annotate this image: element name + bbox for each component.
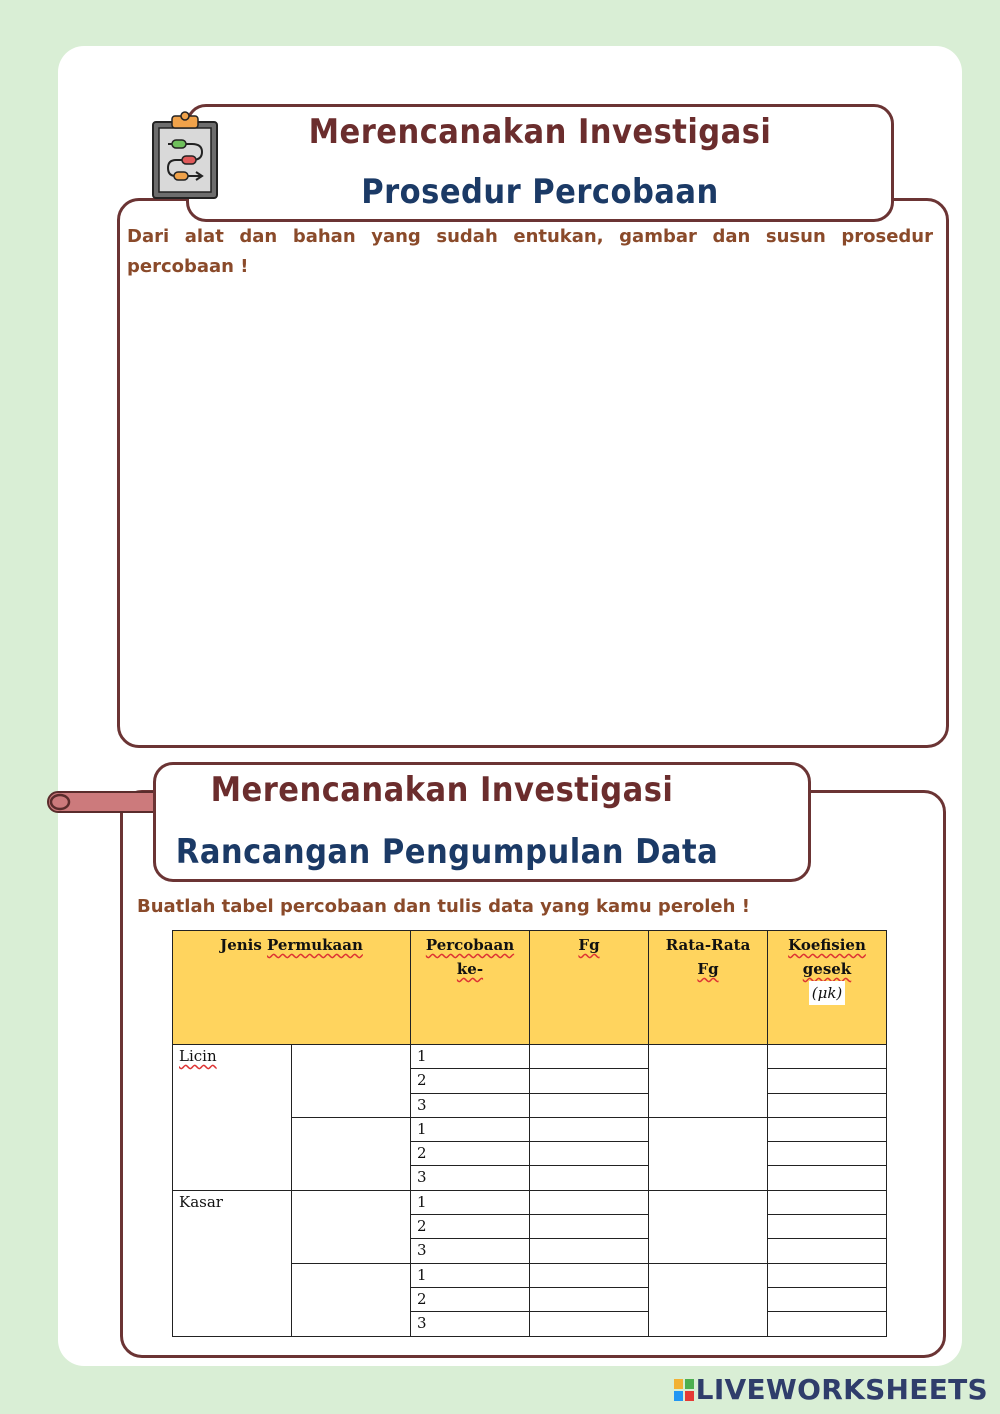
- section1-title: Merencanakan Investigasi: [308, 112, 772, 152]
- trial-number-cell: 3: [411, 1093, 530, 1117]
- fg-cell[interactable]: [530, 1117, 649, 1141]
- brand-name: LIVEWORKSHEETS: [695, 1373, 988, 1406]
- trial-number-cell: 1: [411, 1263, 530, 1287]
- average-fg-cell[interactable]: [649, 1263, 768, 1336]
- header-coefficient: [768, 931, 887, 1045]
- coefficient-cell[interactable]: [768, 1045, 887, 1069]
- coefficient-cell[interactable]: [768, 1142, 887, 1166]
- header-fg-label: Fg: [578, 936, 600, 954]
- trial-number-cell: 2: [411, 1069, 530, 1093]
- table-row: [173, 1190, 887, 1214]
- fg-cell[interactable]: [530, 1045, 649, 1069]
- clipboard-icon: [148, 110, 222, 202]
- section2-instruction: Buatlah tabel percobaan dan tulis data yang kamu peroleh !: [137, 896, 750, 917]
- header-average: [649, 931, 768, 1045]
- coefficient-cell[interactable]: [768, 1190, 887, 1214]
- data-table: [172, 930, 887, 1337]
- fg-cell[interactable]: [530, 1215, 649, 1239]
- coefficient-cell[interactable]: [768, 1093, 887, 1117]
- surface-label: Kasar: [179, 1192, 223, 1211]
- coefficient-cell[interactable]: [768, 1239, 887, 1263]
- header-surface-a: Jenis: [220, 936, 262, 954]
- fg-cell[interactable]: [530, 1190, 649, 1214]
- procedure-title-tab: [186, 104, 894, 222]
- trial-number-cell: 2: [411, 1215, 530, 1239]
- trial-number-cell: 3: [411, 1166, 530, 1190]
- header-coef-symbol: (μk): [809, 981, 846, 1005]
- coefficient-cell[interactable]: [768, 1117, 887, 1141]
- fg-cell[interactable]: [530, 1069, 649, 1093]
- table-body: [173, 1045, 887, 1337]
- fg-cell[interactable]: [530, 1142, 649, 1166]
- header-fg: [530, 931, 649, 1045]
- trial-number-cell: 2: [411, 1287, 530, 1311]
- header-coef-b: gesek: [802, 960, 852, 978]
- average-fg-cell[interactable]: [649, 1117, 768, 1190]
- fg-cell[interactable]: [530, 1093, 649, 1117]
- fg-cell[interactable]: [530, 1312, 649, 1336]
- header-trial-a: Percobaan: [425, 936, 515, 954]
- header-avg-b: Fg: [697, 960, 719, 978]
- brand-icon: [674, 1375, 694, 1397]
- average-fg-cell[interactable]: [649, 1045, 768, 1118]
- section2-subtitle: Rancangan Pengumpulan Data: [175, 832, 719, 872]
- trial-number-cell: 2: [411, 1142, 530, 1166]
- object-cell[interactable]: [292, 1263, 411, 1336]
- fg-cell[interactable]: [530, 1166, 649, 1190]
- coefficient-cell[interactable]: [768, 1287, 887, 1311]
- trial-number-cell: 1: [411, 1190, 530, 1214]
- surface-cell: [173, 1045, 292, 1191]
- average-fg-cell[interactable]: [649, 1190, 768, 1263]
- trial-number-cell: 3: [411, 1239, 530, 1263]
- header-avg-a: Rata-Rata: [665, 936, 751, 954]
- trial-number-cell: 1: [411, 1045, 530, 1069]
- surface-cell: [173, 1190, 292, 1336]
- coefficient-cell[interactable]: [768, 1263, 887, 1287]
- trial-number-cell: 3: [411, 1312, 530, 1336]
- procedure-drawing-area[interactable]: [130, 290, 936, 730]
- surface-label: Licin: [179, 1047, 217, 1065]
- header-coef-a: Koefisien: [788, 936, 866, 954]
- header-surface-b: Permukaan: [267, 936, 363, 954]
- section1-instruction: Dari alat dan bahan yang sudah entukan, gambar dan susun prosedur percobaan !: [127, 226, 933, 277]
- coefficient-cell[interactable]: [768, 1312, 887, 1336]
- section1-subtitle: Prosedur Percobaan: [361, 172, 719, 212]
- coefficient-cell[interactable]: [768, 1166, 887, 1190]
- object-cell[interactable]: [292, 1190, 411, 1263]
- object-cell[interactable]: [292, 1117, 411, 1190]
- header-trial: [411, 931, 530, 1045]
- table-row: [173, 1045, 887, 1069]
- coefficient-cell[interactable]: [768, 1069, 887, 1093]
- object-cell[interactable]: [292, 1045, 411, 1118]
- header-trial-b: ke-: [456, 960, 484, 978]
- fg-cell[interactable]: [530, 1287, 649, 1311]
- trial-number-cell: 1: [411, 1117, 530, 1141]
- data-title-tab: [153, 762, 811, 882]
- coefficient-cell[interactable]: [768, 1215, 887, 1239]
- fg-cell[interactable]: [530, 1239, 649, 1263]
- brand-logo: [674, 1373, 988, 1406]
- fg-cell[interactable]: [530, 1263, 649, 1287]
- section2-title: Merencanakan Investigasi: [210, 770, 674, 810]
- header-surface: [173, 931, 411, 1045]
